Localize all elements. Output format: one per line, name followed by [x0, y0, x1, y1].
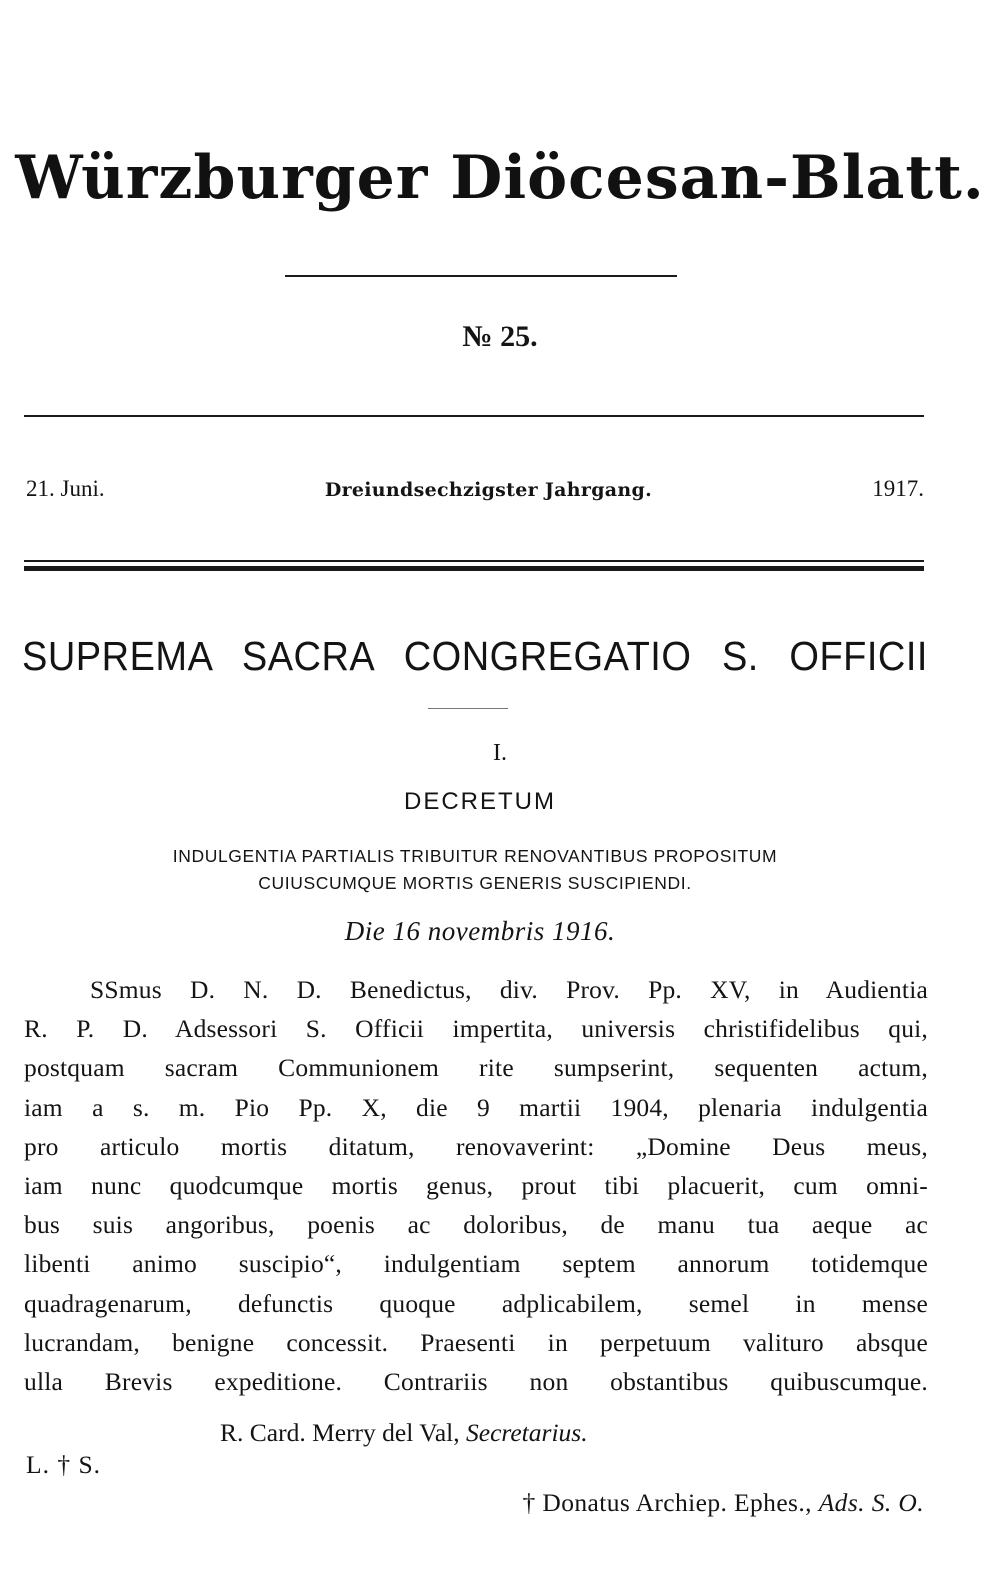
body-line: iam nunc quodcumque mortis genus, prout tibi placuerit, cum omni-: [24, 1170, 928, 1200]
assessor-title: Ads. S. O.: [818, 1488, 924, 1517]
decretum-title: DECRETUM: [404, 788, 556, 815]
body-line: libenti animo suscipio“, indulgentiam septem annorum totidemque: [24, 1249, 928, 1279]
issue-date: 21. Juni.: [26, 476, 105, 501]
body-line: lucrandam, benigne concessit. Praesenti in perpetuum valituro absque: [24, 1327, 928, 1357]
seal-mark: L. † S.: [26, 1450, 102, 1479]
decree-body: [24, 970, 928, 1401]
article-heading: SUPREMA SACRA CONGREGATIO S. OFFICII: [22, 634, 928, 680]
body-line: ulla Brevis expeditione. Contrariis non obstantibus quibuscumque.: [24, 1366, 928, 1396]
issue-number: № 25.: [462, 320, 538, 353]
secretary-signature: [220, 1418, 588, 1448]
body-line: bus suis angoribus, poenis ac doloribus, de manu tua aeque ac: [24, 1210, 928, 1240]
section-numeral: I.: [493, 740, 507, 766]
masthead-title: Würzburger Diöcesan-Blatt.: [15, 143, 985, 213]
assessor-name: † Donatus Archiep. Ephes.,: [522, 1488, 812, 1517]
volume-label: Dreiundsechzigster Jahrgang.: [324, 479, 653, 501]
body-line: R. P. D. Adsessori S. Officii impertita, universis christifidelibus qui,: [24, 1014, 928, 1044]
body-line: iam a s. m. Pio Pp. X, die 9 martii 1904, plenaria indulgentia: [24, 1092, 928, 1122]
issue-year: 1917.: [872, 476, 924, 501]
decree-subtitle: [60, 843, 890, 897]
upper-divider: [24, 415, 924, 417]
body-line: postquam sacram Communionem rite sumpserint, sequenten actum,: [24, 1053, 928, 1083]
secretary-title: Secretarius.: [466, 1418, 588, 1447]
subtitle-line: CUIUSCUMQUE MORTIS GENERIS SUSCIPIENDI.: [258, 873, 692, 893]
decree-date: Die 16 novembris 1916.: [344, 916, 616, 946]
heading-separator: [428, 708, 508, 709]
body-line: pro articulo mortis ditatum, renovaverint: „Domine Deus meus,: [24, 1131, 928, 1161]
masthead-underline: [285, 275, 677, 277]
body-line: quadragenarum, defunctis quoque adplicabilem, semel in mense: [24, 1288, 928, 1318]
dateline: [26, 476, 924, 502]
double-rule-thick: [24, 566, 924, 571]
subtitle-line: INDULGENTIA PARTIALIS TRIBUITUR RENOVANTIBUS PROPOSITUM: [172, 846, 778, 866]
double-rule-thin: [24, 560, 924, 562]
assessor-signature: [522, 1488, 924, 1518]
body-line: SSmus D. N. D. Benedictus, div. Prov. Pp. XV, in Audientia: [90, 975, 928, 1004]
secretary-name: R. Card. Merry del Val,: [220, 1418, 460, 1447]
